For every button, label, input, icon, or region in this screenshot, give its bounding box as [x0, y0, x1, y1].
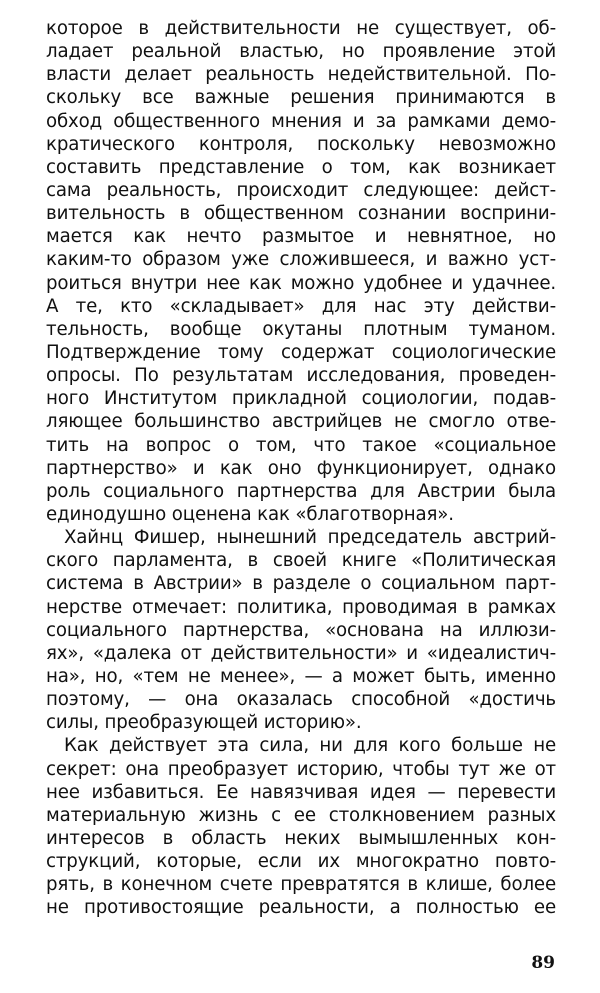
text-line: материальную жизнь с ее столкновением разных	[46, 804, 556, 826]
text-line: нее избавиться. Ее навязчивая идея — перевести	[46, 781, 556, 803]
text-line: Хайнц Фишер, нынешний председатель австрий-	[64, 527, 556, 549]
text-line: скольку все важные решения принимаются в	[46, 87, 556, 109]
text-line: секрет: она преобразует историю, чтобы тут же от	[46, 758, 556, 780]
text-line: сама реальность, происходит следующее: дейст-	[46, 179, 556, 201]
text-line: роиться внутри нее как можно удобнее и удачнее.	[46, 272, 556, 294]
text-line: власти делает реальность недействительной. По-	[46, 64, 556, 86]
paragraph-2	[46, 526, 556, 734]
text-line: обход общественного мнения и за рамками демо-	[46, 110, 556, 132]
text-line: партнерство» и как оно функционирует, однако	[46, 457, 556, 479]
text-line: ского парламента, в своей книге «Политическая	[46, 550, 556, 572]
text-line: ного Институтом прикладной социологии, подав-	[46, 388, 556, 410]
text-line: Как действует эта сила, ни для кого больше не	[64, 735, 556, 757]
page-number: 89	[531, 953, 555, 973]
text-line: ях», «далека от действительности» и «идеалистич-	[46, 642, 556, 664]
text-line: кратического контроля, поскольку невозможно	[46, 133, 556, 155]
text-line: единодушно оценена как «благотворная».	[46, 503, 454, 525]
text-line: составить представление о том, как возникает	[46, 156, 556, 178]
text-line: опросы. По результатам исследования, проведен-	[46, 365, 556, 387]
text-line: Подтверждение тому содержат социологические	[46, 341, 556, 363]
text-line: вительность в общественном сознании восприни-	[46, 203, 556, 225]
text-line: роль социального партнерства для Австрии была	[46, 480, 556, 502]
text-line: тельность, вообще окутаны плотным туманом.	[46, 318, 556, 340]
text-line: ладает реальной властью, но проявление этой	[46, 41, 556, 63]
page-body	[46, 17, 556, 919]
text-line: система в Австрии» в разделе о социальном парт-	[46, 573, 556, 595]
paragraph-1	[46, 17, 556, 526]
text-line: поэтому, — она оказалась способной «достичь	[46, 689, 556, 711]
text-line: струкций, которые, если их многократно повто-	[46, 851, 556, 873]
text-line: которое в действительности не существует, об-	[46, 18, 556, 39]
text-line: тить на вопрос о том, что такое «социальное	[46, 434, 556, 456]
text-line: интересов в область неких вымышленных кон-	[46, 827, 556, 849]
paragraph-3	[46, 734, 556, 919]
text-line: нерстве отмечает: политика, проводимая в рамках	[46, 596, 556, 618]
text-line: ляющее большинство австрийцев не смогло отве-	[46, 411, 556, 433]
text-line: мается как нечто размытое и невнятное, но	[46, 226, 556, 248]
text-line: каким-то образом уже сложившееся, и важно уст-	[46, 249, 556, 271]
text-line: не противостоящие реальности, а полностью ее	[46, 897, 556, 919]
text-line: силы, преобразующей историю».	[46, 712, 362, 734]
text-line: на», но, «тем не менее», — а может быть, именно	[46, 665, 556, 687]
text-line: рять, в конечном счете превратятся в клише, более	[46, 874, 556, 896]
text-line: социального партнерства, «основана на иллюзи-	[46, 619, 556, 641]
text-line: А те, кто «складывает» для нас эту действи-	[46, 295, 556, 317]
